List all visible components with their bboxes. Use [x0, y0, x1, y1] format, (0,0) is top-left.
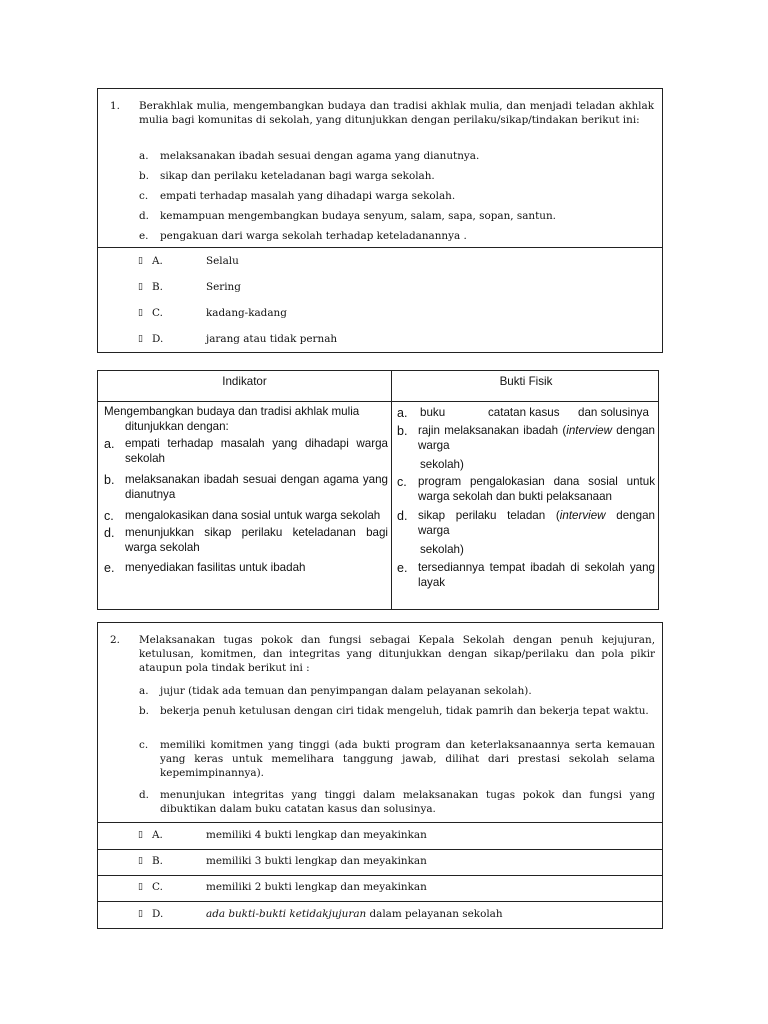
item-text: mengalokasikan dana sosial untuk warga sekolah	[125, 509, 381, 522]
divider	[98, 849, 662, 850]
item-text: rajin melaksanakan ibadah (	[418, 424, 567, 437]
checkbox-icon[interactable]: ▯	[138, 830, 143, 840]
option-letter: C.	[152, 307, 163, 319]
question-1-box	[97, 88, 663, 353]
indikator-table	[97, 370, 659, 610]
checkbox-icon[interactable]: ▯	[138, 282, 143, 292]
item-text: jujur (tidak ada temuan dan penyimpangan dalam pelayanan sekolah).	[160, 685, 532, 697]
checkbox-icon[interactable]: ▯	[138, 882, 143, 892]
checkbox-icon[interactable]: ▯	[138, 308, 143, 318]
item-letter: d.	[139, 210, 149, 222]
checkbox-icon[interactable]: ▯	[138, 909, 143, 919]
item-text: buku	[420, 406, 446, 419]
option-text: jarang atau tidak pernah	[206, 333, 338, 345]
item-letter: d.	[397, 509, 408, 523]
option-letter: B.	[152, 281, 163, 293]
item-letter: c.	[397, 475, 407, 489]
option-text-italic: ada bukti-bukti ketidakjujuran	[206, 908, 367, 920]
indikator-intro: Mengembangkan budaya dan tradisi akhlak mulia	[104, 405, 360, 418]
option-letter: B.	[152, 855, 163, 867]
item-letter: c.	[139, 190, 149, 202]
item-text: sikap perilaku teladan (	[418, 509, 560, 522]
header-bukti-fisik: Bukti Fisik	[499, 375, 553, 388]
item-letter: e.	[397, 561, 408, 575]
question-number: 2.	[110, 634, 120, 646]
item-text: memiliki komitmen yang tinggi (ada bukti program dan keterlaksanaannya serta kemauan yang keras untuk memelihara tanggung jawab, dilihat dari prestasi sekolah selama kepemimpinannya).	[160, 739, 655, 779]
indikator-intro-2: ditunjukkan dengan:	[125, 420, 229, 433]
header-divider	[98, 401, 658, 402]
item-text: pengakuan dari warga sekolah terhadap keteladanannya .	[160, 230, 467, 242]
divider	[98, 901, 662, 902]
item-text: menyediakan fasilitas untuk ibadah	[125, 561, 306, 574]
item-text: melaksanakan ibadah sesuai dengan agama yang dianutnya	[125, 473, 388, 501]
header-indikator: Indikator	[222, 375, 267, 388]
option-text: Sering	[206, 281, 241, 293]
option-letter: D.	[152, 908, 164, 920]
option-text: Selalu	[206, 255, 239, 267]
item-text: sikap dan perilaku keteladanan bagi warga sekolah.	[160, 170, 435, 182]
divider	[98, 247, 662, 248]
item-letter: d.	[104, 526, 115, 540]
checkbox-icon[interactable]: ▯	[138, 856, 143, 866]
item-letter: e.	[104, 561, 115, 575]
item-text: empati terhadap masalah yang dihadapi warga sekolah.	[160, 190, 456, 202]
item-text: dengan warga	[418, 424, 655, 452]
item-text: program pengalokasian dana sosial untuk warga sekolah dan bukti pelaksanaan	[418, 475, 655, 503]
checkbox-icon[interactable]: ▯	[138, 334, 143, 344]
item-letter: b.	[139, 705, 149, 717]
item-text: bekerja penuh ketulusan dengan ciri tidak mengeluh, tidak pamrih dan bekerja tepat waktu.	[160, 705, 649, 717]
question-2-box	[97, 622, 663, 929]
option-text: memiliki 3 bukti lengkap dan meyakinkan	[206, 855, 427, 867]
option-letter: A.	[152, 829, 163, 841]
item-letter: c.	[139, 739, 149, 751]
item-letter: e.	[139, 230, 149, 242]
item-letter: b.	[397, 424, 408, 438]
question-number: 1.	[110, 100, 120, 112]
item-text: menunjukan integritas yang tinggi dalam melaksanakan tugas pokok dan fungsi yang dibuktikan dalam buku catatan kasus dan solusinya.	[160, 789, 655, 815]
item-text-italic: interview	[566, 424, 612, 437]
option-text: dalam pelayanan sekolah	[366, 908, 503, 920]
item-text: sekolah)	[420, 543, 464, 556]
item-text: tersediannya tempat ibadah di sekolah yang layak	[418, 561, 655, 589]
item-text: catatan kasus	[488, 406, 560, 419]
item-letter: d.	[139, 789, 149, 801]
item-text: sekolah)	[420, 458, 464, 471]
item-letter: c.	[104, 509, 114, 523]
item-letter: a.	[139, 150, 149, 162]
divider	[98, 875, 662, 876]
column-divider	[391, 371, 392, 609]
question-stem: Berakhlak mulia, mengembangkan budaya dan tradisi akhlak mulia, dan menjadi teladan akhlak mulia bagi komunitas di sekolah, yang ditunjukkan dengan perilaku/sikap/tindakan berikut ini:	[139, 100, 654, 126]
item-text: kemampuan mengembangkan budaya senyum, salam, sapa, sopan, santun.	[160, 210, 556, 222]
item-letter: a.	[397, 406, 408, 420]
item-text-italic: interview	[559, 509, 606, 522]
item-letter: b.	[139, 170, 149, 182]
checkbox-icon[interactable]: ▯	[138, 256, 143, 266]
item-letter: b.	[104, 473, 115, 487]
option-letter: C.	[152, 881, 163, 893]
item-text: melaksanakan ibadah sesuai dengan agama yang dianutnya.	[160, 150, 480, 162]
option-letter: A.	[152, 255, 163, 267]
item-text: empati terhadap masalah yang dihadapi warga sekolah	[125, 437, 388, 465]
question-stem: Melaksanakan tugas pokok dan fungsi sebagai Kepala Sekolah dengan penuh kejujuran, ketulusan, komitmen, dan integritas yang ditunjukkan dengan sikap/perilaku dan pola pikir ataupun pola tindak berikut ini :	[139, 634, 655, 674]
option-letter: D.	[152, 333, 164, 345]
item-letter: a.	[104, 437, 115, 451]
item-text: menunjukkan sikap perilaku keteladanan bagi warga sekolah	[125, 526, 388, 554]
item-text: dengan warga	[418, 509, 655, 537]
option-text: kadang-kadang	[206, 307, 287, 319]
item-text: dan solusinya	[578, 406, 649, 419]
option-text: memiliki 2 bukti lengkap dan meyakinkan	[206, 881, 427, 893]
item-letter: a.	[139, 685, 149, 697]
divider	[98, 822, 662, 823]
option-text: memiliki 4 bukti lengkap dan meyakinkan	[206, 829, 427, 841]
